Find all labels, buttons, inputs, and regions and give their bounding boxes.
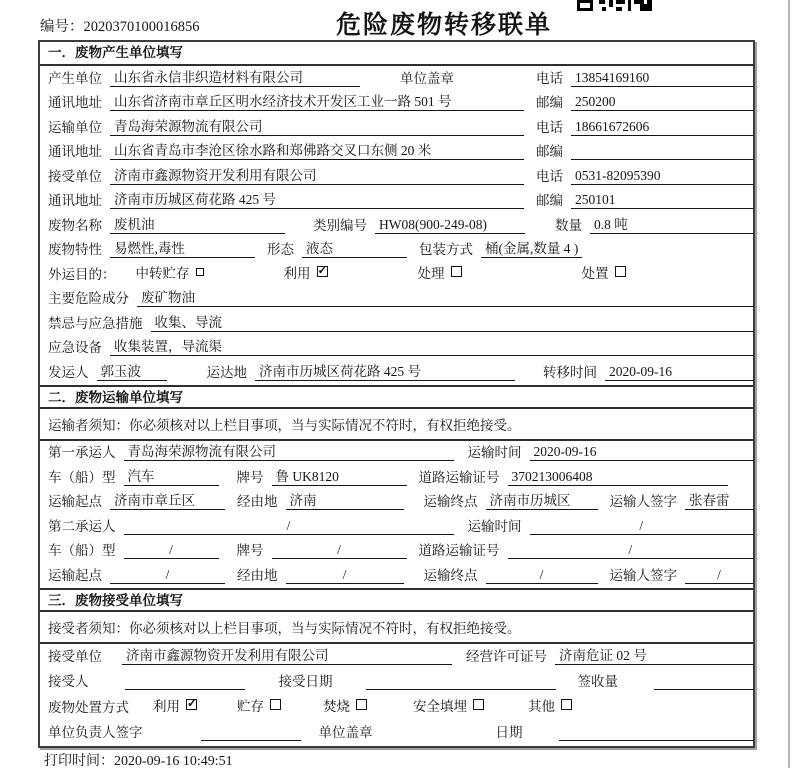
receiving-unit-value: 济南市鑫源物资开发利用有限公司 [122, 644, 452, 665]
checkbox-icon [196, 268, 204, 276]
disposal-method-label: 废物处置方式 [48, 699, 129, 715]
carrier-signature-label: 运输人签字 [609, 567, 677, 583]
packaging-label: 包装方式 [419, 242, 473, 257]
row-transfer-purpose [40, 262, 753, 287]
road-permit-label: 道路运输证号 [418, 543, 500, 558]
producer-address-value: 山东省济南市章丘区明水经济技术开发区工业一路 501 号 [110, 90, 524, 111]
transport-time-label: 运输时间 [467, 518, 522, 534]
transport-time-label: 运输时间 [467, 445, 522, 460]
transport-phone-value: 18661672606 [571, 119, 753, 136]
road-permit-value: 370213006408 [508, 469, 729, 486]
via-value: / [286, 567, 404, 584]
purpose-option-transfer-storage [136, 262, 204, 283]
document-number-value: 2020370100016856 [83, 19, 200, 35]
carrier-signature-value: / [685, 567, 753, 584]
row-route-2 [40, 563, 753, 588]
second-carrier-label: 第二承运人 [48, 518, 116, 534]
vehicle-type-label: 车（船）型 [48, 469, 116, 485]
transfer-time-label: 转移时间 [543, 364, 597, 380]
quantity-label: 数量 [555, 217, 582, 233]
section-waste-transporter [40, 385, 753, 588]
origin-value: / [110, 567, 225, 584]
manifest-form-table [38, 40, 755, 748]
row-route-1 [40, 490, 753, 515]
row-vehicle-2 [40, 539, 753, 564]
transport-time-value: / [530, 518, 754, 535]
checkbox-icon [561, 699, 572, 710]
row-receiving-unit [40, 644, 753, 669]
terminal-value: 济南市历城区 [486, 489, 598, 510]
disposal-option-reuse [153, 695, 197, 716]
purpose-option-disposal [582, 262, 626, 283]
row-waste-name [40, 213, 753, 238]
checkbox-icon [186, 699, 197, 710]
receive-date-label: 接受日期 [278, 674, 333, 690]
checkbox-icon [615, 266, 626, 277]
via-value: 济南 [286, 489, 404, 510]
received-quantity-label: 签收量 [577, 674, 618, 690]
page-edge-divider [788, 0, 790, 768]
transport-unit-label: 运输单位 [48, 119, 102, 135]
origin-label: 运输起点 [48, 567, 102, 583]
zip-label: 邮编 [536, 144, 563, 159]
phone-label: 电话 [536, 70, 563, 86]
plate-number-label: 牌号 [236, 543, 264, 558]
hazard-components-label: 主要危险成分 [48, 291, 129, 306]
consignor-value: 郭玉波 [97, 360, 167, 381]
option-label: 处理 [417, 265, 445, 281]
packaging-value: 桶(金属,数量 4 ) [481, 237, 582, 258]
taboo-measures-label: 禁忌与应急措施 [48, 315, 143, 331]
consignor-label: 发运人 [48, 364, 89, 380]
vehicle-type-value: 汽车 [124, 465, 219, 486]
row-waste-traits [40, 238, 753, 263]
waste-name-label: 废物名称 [48, 217, 102, 233]
plate-number-label: 牌号 [236, 469, 264, 485]
plate-number-value: / [272, 542, 407, 559]
origin-value: 济南市章丘区 [110, 489, 225, 510]
form-label: 形态 [267, 242, 294, 257]
print-time-value: 2020-09-16 10:49:51 [114, 754, 233, 769]
section-waste-producer [40, 42, 753, 385]
row-transport-unit [40, 115, 753, 140]
terminal-label: 运输终点 [423, 567, 478, 583]
category-code-value: HW08(900-249-08) [375, 217, 525, 234]
emergency-equipment-value: 收集装置，导流渠 [110, 335, 753, 356]
disposal-option-landfill [413, 695, 484, 716]
section3-header: 三．废物接受单位填写 [40, 588, 753, 612]
section1-header: 一．废物产生单位填写 [40, 42, 753, 66]
print-time [44, 750, 233, 770]
waste-traits-value: 易燃性,毒性 [110, 237, 255, 258]
road-permit-label: 道路运输证号 [418, 469, 500, 485]
via-label: 经由地 [237, 567, 278, 583]
row-consignor [40, 360, 753, 385]
receiver-unit-value: 济南市鑫源物资开发利用有限公司 [110, 164, 524, 185]
vehicle-type-value: / [124, 542, 219, 559]
option-label: 中转贮存 [135, 265, 190, 281]
disposal-option-storage [237, 695, 281, 716]
checkbox-icon [270, 699, 281, 710]
transport-unit-value: 青岛海荣源物流有限公司 [110, 115, 524, 136]
row-disposal-method [40, 694, 753, 719]
terminal-label: 运输终点 [423, 494, 478, 509]
row-producer-address [40, 91, 753, 116]
address-label: 通讯地址 [48, 95, 102, 110]
form-value: 液态 [302, 237, 407, 258]
producer-unit-label: 产生单位 [48, 70, 102, 86]
recipient-label: 接受人 [48, 674, 89, 690]
section2-header: 二．废物运输单位填写 [40, 385, 753, 409]
option-label: 利用 [153, 698, 180, 714]
responsible-signature-value [201, 740, 301, 741]
quantity-value: 0.8 吨 [590, 213, 753, 234]
zip-label: 邮编 [536, 95, 563, 110]
hazard-components-value: 废矿物油 [137, 286, 753, 307]
plate-number-value: 鲁 UK8120 [272, 465, 407, 486]
receiving-unit-label: 接受单位 [48, 648, 102, 664]
row-recipient [40, 669, 753, 694]
row-taboo-measures [40, 311, 753, 336]
address-label: 通讯地址 [48, 193, 102, 208]
receive-date-value [366, 689, 556, 690]
carrier-signature-value: 张春雷 [685, 489, 753, 510]
row-responsible-signature [40, 720, 753, 745]
unit-seal-label: 单位盖章 [318, 725, 373, 741]
option-label: 其他 [528, 698, 555, 714]
qr-code-fragment-icon [577, 0, 652, 11]
waste-traits-label: 废物特性 [48, 242, 102, 257]
disposal-option-other [528, 695, 572, 716]
transport-address-value: 山东省青岛市李沧区徐水路和郑佛路交叉口东侧 20 米 [110, 139, 524, 160]
phone-label: 电话 [536, 119, 563, 135]
transport-time-value: 2020-09-16 [530, 444, 754, 461]
taboo-measures-value: 收集、导流 [151, 311, 754, 332]
second-carrier-value: / [124, 518, 454, 535]
via-label: 经由地 [237, 494, 278, 509]
page-title: 危险废物转移联单 [336, 11, 553, 39]
producer-zip-value: 250200 [571, 94, 753, 111]
destination-value: 济南市历城区荷花路 425 号 [255, 360, 515, 381]
option-label: 利用 [283, 265, 311, 281]
address-label: 通讯地址 [48, 144, 102, 159]
document-number [40, 15, 200, 36]
terminal-value: / [486, 567, 598, 584]
date-value [559, 740, 754, 741]
row-hazard-components [40, 287, 753, 312]
license-number-label: 经营许可证号 [466, 648, 547, 664]
disposal-option-incineration [323, 695, 367, 716]
emergency-equipment-label: 应急设备 [48, 340, 102, 355]
transport-zip-value [571, 159, 753, 160]
transfer-time-value: 2020-09-16 [605, 364, 753, 381]
purpose-option-treatment [418, 262, 462, 283]
row-receiver-address [40, 189, 753, 214]
row-emergency-equipment [40, 336, 753, 361]
row-first-carrier [40, 441, 753, 466]
receiver-unit-label: 接受单位 [48, 168, 102, 184]
license-number-value: 济南危证 02 号 [555, 644, 753, 665]
option-label: 贮存 [237, 698, 264, 714]
first-carrier-label: 第一承运人 [48, 445, 116, 460]
carrier-signature-label: 运输人签字 [609, 494, 677, 509]
received-quantity-value [654, 689, 753, 690]
vehicle-type-label: 车（船）型 [48, 543, 116, 558]
date-label: 日期 [495, 725, 523, 741]
receiver-phone-value: 0531-82095390 [571, 168, 753, 185]
section-waste-receiver [40, 588, 753, 746]
waste-name-value: 废机油 [110, 213, 285, 234]
destination-label: 运达地 [206, 364, 247, 380]
first-carrier-value: 青岛海荣源物流有限公司 [124, 440, 454, 461]
zip-label: 邮编 [536, 193, 563, 208]
producer-unit-value: 山东省永信非织造材料有限公司 [110, 66, 360, 87]
recipient-value [125, 689, 245, 690]
purpose-option-reuse [284, 262, 328, 283]
producer-phone-value: 13854169160 [571, 70, 753, 87]
unit-seal-label: 单位盖章 [400, 70, 454, 86]
print-time-label: 打印时间： [44, 754, 114, 769]
checkbox-icon [317, 266, 328, 277]
row-producer-unit [40, 66, 753, 91]
origin-label: 运输起点 [48, 494, 102, 509]
checkbox-icon [473, 699, 484, 710]
row-receiver-unit [40, 164, 753, 189]
phone-label: 电话 [536, 168, 563, 184]
receiver-address-value: 济南市历城区荷花路 425 号 [110, 188, 524, 209]
receiver-zip-value: 250101 [571, 192, 753, 209]
receiver-notice: 接受者须知：你必须核对以上栏目事项，当与实际情况不符时，有权拒绝接受。 [40, 612, 753, 644]
transporter-notice: 运输者须知：你必须核对以上栏目事项，当与实际情况不符时，有权拒绝接受。 [40, 409, 753, 441]
option-label: 安全填埋 [413, 698, 467, 714]
option-label: 处置 [581, 265, 609, 281]
option-label: 焚烧 [323, 698, 350, 714]
category-code-label: 类别编号 [313, 217, 367, 233]
responsible-signature-label: 单位负责人签字 [48, 725, 143, 741]
row-second-carrier [40, 514, 753, 539]
transfer-purpose-label: 外运目的： [48, 266, 116, 282]
checkbox-icon [451, 266, 462, 277]
row-transport-address [40, 140, 753, 165]
document-number-label: 编号： [40, 19, 84, 35]
road-permit-value: / [508, 542, 754, 559]
checkbox-icon [356, 699, 367, 710]
row-vehicle-1 [40, 465, 753, 490]
